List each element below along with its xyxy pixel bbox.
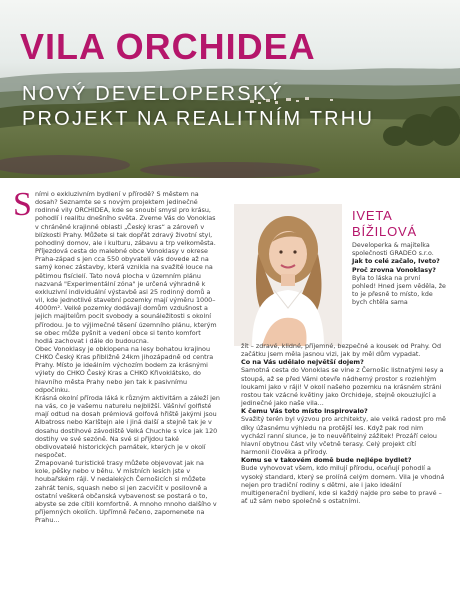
interview-answer: Samotná cesta do Vonoklas se vine z Černošic listnatými lesy a stoupá, až se před Vámi otevře nádherný prostor s rozlehlým loukami jako v ráji! V okolí našeho pozemku na krásném stráni rostou tak vzácné květiny jako Orchideje, stejně okouzlující a jedinečné jako naše vila... <box>241 366 444 408</box>
article-paragraph: Zmapované turistické trasy můžete objevovat jak na kole, pěšky nebo v běhu. V místních lesích jste v houbařském ráji. V nedalekých Černošicích si můžete zahrát tenis, squash nebo si jen zacvičit v posilovně a ostatní veškerá občanská vybavenost se postará o to, abyste se zde cítili komfortně. A mnoho mnoho dalšího v příjemných okolích. Upřímně řečeno, zapomenete na Prahu... <box>35 459 217 525</box>
page-title: VILA ORCHIDEA <box>20 26 316 67</box>
article-left-column <box>35 190 220 524</box>
person-last-name: BÍŽILOVÁ <box>352 224 417 239</box>
page-subtitle <box>22 82 382 132</box>
person-first-name: IVETA <box>352 208 393 223</box>
interview-column <box>241 260 446 505</box>
interview-question: K čemu Vás toto místo inspirovalo? <box>241 407 368 416</box>
interview-answer: Svažitý terén byl výzvou pro architekty, ale velká radost pro mě díky úžasnému výhledu na protější les. Když pak rod nim vychází ranní slunce, je to neuvěřitelný zážitek! Prozáří celou hlavní obytnou část vily včetně terasy. Celý projekt cítí harmonii člověka a přírody. <box>241 415 446 457</box>
hero-banner <box>0 0 460 178</box>
interview-answer: Bude vyhovovat všem, kdo milují přírodu, oceňují pohodlí a vysoký standard, který se prolíná celým domem. Vila je vhodná nejen pro tradiční rodiny s dětmi, ale i jako ideální multigenerační bydlení, kde si každý najde pro sebe to pravé – ať už sám nebo společně s ostatními. <box>241 464 445 505</box>
subtitle-line-1: NOVÝ DEVELOPERSKÝ <box>22 83 284 105</box>
person-name <box>352 208 448 240</box>
person-role: Developerka & majitelka společnosti GRADEO s.r.o. <box>352 242 434 258</box>
article-paragraph: Krásná okolní příroda láká k různým aktivitám a záleží jen na vás, co je vašemu naturelu nejbližší. Vášniví golfisté mají odtud na dosah prémiová golfová hřiště jakými jsou Albatross nebo Karlštejn ale i jiná další a stejně tak je v dosahu dostihové závodiště Velká Chuchle s více jak 120 dostihy ve své sezóně. Na své si přijdou také obdivovatelé historických památek, kterých je v okolí nespočet. <box>35 393 220 459</box>
interview-answer: Byla to láska na první pohled! Hned jsem věděla, že to je přesně to místo, kde bych chtěla sama <box>352 274 446 307</box>
article-paragraph: Obec Vonoklasy je obklopena na lesy bohatou krajinou CHKO Český Kras přibližně 24km jihozápadně od centra Prahy. Místo je ideálním výchozím bodem za krásnými výlety do CHKO Český Kras a CHKO Křivoklátsko, do hlavního města Prahy nebo jen tak k pasivnímu odpočinku. <box>35 344 214 394</box>
article-paragraph: ními o exkluzivním bydlení v přírodě? S městem na dosah? Seznamte se s novým projektem jedinečné rodinné vily ORCHIDEA, kde se snoubí smysl pro krásu, pohodlí i realitu dnešního světa. Zveme Vás do Vonoklas v chráněné krajinné oblasti „Český kras“ a zároveň v blízkosti Prahy. Můžete si tak dopřát zdravý životní styl, pohodlný domov, ale i kulturu, zábavu a trp velkoměsta. <box>35 190 216 247</box>
interview-answer: žít – zdravé, klidné, příjemné, bezpečné a kousek od Prahy. Od začátku jsem měla jasnou vizi, jak by měl dům vypadat. <box>241 342 441 359</box>
interview-question: Co na Vás udělalo největší dojem? <box>241 358 364 367</box>
drop-cap: S <box>13 186 32 223</box>
article-paragraph: Příjezdová cesta do malebné obce Vonoklasy v okrese Praha-západ s jen cca 550 obyvateli vás dovede až na samý konec zástavby, která vznikla na svažité louce na pětimou fisíclelí. Tato nová plocha v územním plánu nazvaná "Experimentální zóna" je určená výhradně k exkluzivní individuální výstavbě asi 25 rodinný domů a vil, kde jednotlivé stavební pozemky mají výměru 1000–4000m². Velké pozemky dodávají domům vzdušnost a jejich majitelům pocit svobody a sounáležitosti s okolní přírodou. Je to výjimečné těsení územního plánu, kterým se obec může pyšnit a vedení obce si tento komfort hodlá zachovat i dále do budoucna. <box>35 247 217 345</box>
subtitle-line-2: PROJEKT NA REALITNÍM TRHU <box>22 108 375 130</box>
interview-question: Jak to celé začalo, Iveto? Proč zrovna Vonoklasy? <box>352 258 440 274</box>
interview-question: Komu se v takovém domě bude nejlépe bydlet? <box>241 456 412 465</box>
